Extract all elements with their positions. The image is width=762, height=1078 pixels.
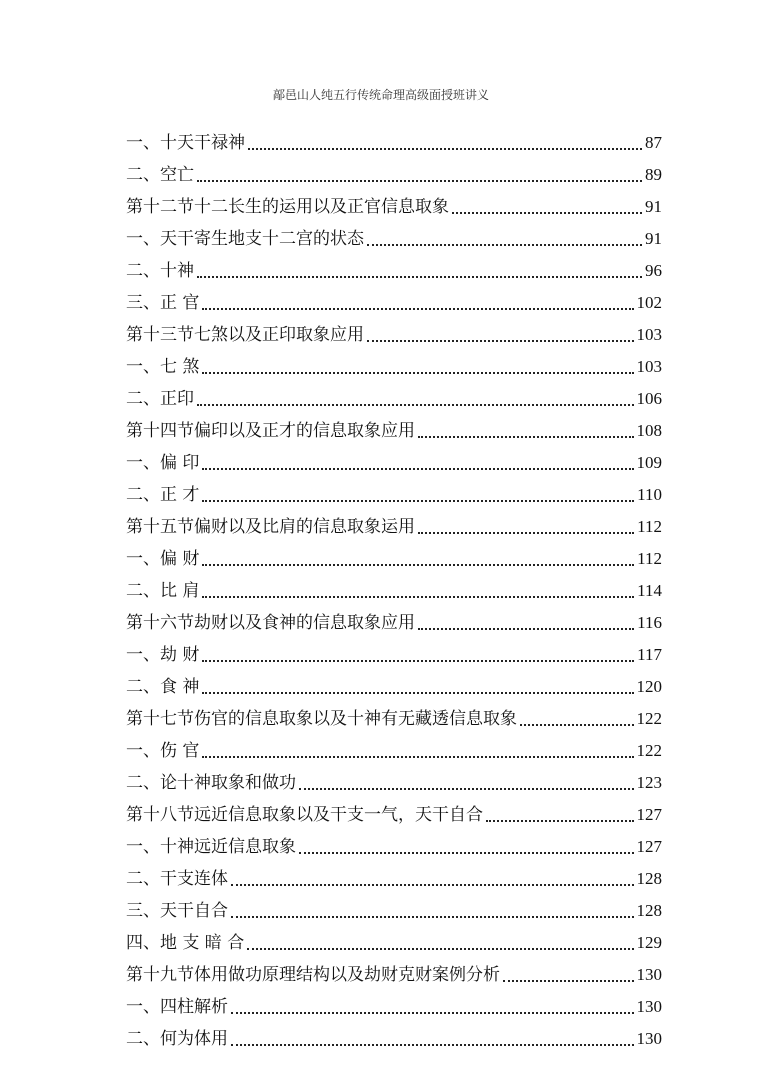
toc-entry-page: 103 [636, 357, 662, 376]
dot-leader [231, 1044, 634, 1046]
toc-entry[interactable] [126, 607, 662, 639]
dot-leader [202, 756, 633, 758]
toc-entry-page: 127 [636, 805, 662, 824]
dot-leader [202, 692, 633, 694]
dot-leader [202, 500, 634, 502]
toc-entry[interactable] [126, 927, 662, 959]
toc-entry-page: 128 [636, 901, 662, 920]
dot-leader [197, 180, 642, 182]
toc-entry[interactable] [126, 671, 662, 703]
toc-entry-page: 130 [636, 1029, 662, 1048]
dot-leader [418, 532, 634, 534]
toc-entry-label: 二、正 才 [126, 485, 200, 505]
toc-entry-page: 112 [637, 517, 662, 536]
dot-leader [248, 148, 642, 150]
toc-entry-label: 第十三节七煞以及正印取象应用 [126, 325, 364, 345]
toc-entry[interactable] [126, 287, 662, 319]
toc-entry-label: 二、何为体用 [126, 1029, 228, 1049]
toc-entry-page: 91 [645, 197, 662, 216]
toc-entry[interactable] [126, 351, 662, 383]
toc-entry-label: 二、食 神 [126, 677, 200, 697]
toc-entry[interactable] [126, 223, 662, 255]
toc-entry-page: 122 [636, 709, 662, 728]
page-header: 鄗邑山人纯五行传统命理高级面授班讲义 [272, 88, 489, 102]
toc-entry[interactable] [126, 767, 662, 799]
toc-entry-label: 三、天干自合 [126, 901, 228, 921]
toc-entry[interactable] [126, 991, 662, 1023]
toc-entry-label: 二、论十神取象和做功 [126, 773, 296, 793]
toc-entry-page: 128 [636, 869, 662, 888]
toc-entry-page: 130 [636, 997, 662, 1016]
toc-entry-label: 第十五节偏财以及比肩的信息取象运用 [126, 517, 415, 537]
toc-entry-label: 一、七 煞 [126, 357, 200, 377]
toc-entry-page: 112 [637, 549, 662, 568]
toc-entry-label: 一、十神远近信息取象 [126, 837, 296, 857]
table-of-contents [126, 127, 662, 1055]
toc-entry[interactable] [126, 511, 662, 543]
dot-leader [367, 244, 642, 246]
toc-entry-page: 117 [637, 645, 662, 664]
dot-leader [503, 980, 634, 982]
toc-entry-label: 二、干支连体 [126, 869, 228, 889]
toc-entry-page: 123 [636, 773, 662, 792]
toc-entry[interactable] [126, 191, 662, 223]
toc-entry-page: 89 [645, 165, 662, 184]
toc-entry-page: 114 [637, 581, 662, 600]
toc-entry-page: 127 [636, 837, 662, 856]
toc-entry-label: 一、天干寄生地支十二宫的状态 [126, 229, 364, 249]
toc-entry-label: 二、十神 [126, 261, 194, 281]
toc-entry[interactable] [126, 895, 662, 927]
toc-entry[interactable] [126, 255, 662, 287]
dot-leader [520, 724, 634, 726]
toc-entry-label: 第十二节十二长生的运用以及正官信息取象 [126, 197, 449, 217]
dot-leader [202, 372, 633, 374]
dot-leader [299, 788, 634, 790]
dot-leader [231, 916, 634, 918]
toc-entry-page: 130 [636, 965, 662, 984]
toc-entry-page: 129 [636, 933, 662, 952]
dot-leader [367, 340, 634, 342]
toc-entry-label: 一、十天干禄神 [126, 133, 245, 153]
toc-entry-label: 第十六节劫财以及食神的信息取象应用 [126, 613, 415, 633]
toc-entry-page: 102 [636, 293, 662, 312]
toc-entry[interactable] [126, 1023, 662, 1055]
toc-entry[interactable] [126, 799, 662, 831]
toc-entry-page: 109 [636, 453, 662, 472]
toc-entry-label: 四、地 支 暗 合 [126, 933, 245, 953]
toc-entry[interactable] [126, 575, 662, 607]
toc-entry-page: 103 [636, 325, 662, 344]
toc-entry[interactable] [126, 383, 662, 415]
dot-leader [418, 436, 634, 438]
toc-entry[interactable] [126, 543, 662, 575]
toc-entry[interactable] [126, 127, 662, 159]
dot-leader [486, 820, 634, 822]
toc-entry-label: 一、伤 官 [126, 741, 200, 761]
dot-leader [202, 308, 633, 310]
dot-leader [202, 468, 633, 470]
toc-entry-label: 一、四柱解析 [126, 997, 228, 1017]
toc-entry[interactable] [126, 159, 662, 191]
toc-entry[interactable] [126, 415, 662, 447]
toc-entry[interactable] [126, 319, 662, 351]
dot-leader [299, 852, 634, 854]
toc-entry-page: 110 [637, 485, 662, 504]
toc-entry-page: 106 [636, 389, 662, 408]
toc-entry[interactable] [126, 863, 662, 895]
toc-entry-label: 第十八节远近信息取象以及干支一气，天干自合 [126, 805, 483, 825]
toc-entry-label: 三、正 官 [126, 293, 200, 313]
toc-entry-label: 一、偏 财 [126, 549, 200, 569]
toc-entry[interactable] [126, 831, 662, 863]
toc-entry-page: 91 [645, 229, 662, 248]
toc-entry-label: 二、比 肩 [126, 581, 200, 601]
dot-leader [197, 404, 634, 406]
toc-entry[interactable] [126, 735, 662, 767]
dot-leader [202, 564, 634, 566]
toc-entry[interactable] [126, 639, 662, 671]
toc-entry-label: 第十九节体用做功原理结构以及劫财克财案例分析 [126, 965, 500, 985]
dot-leader [418, 628, 634, 630]
dot-leader [231, 1012, 634, 1014]
toc-entry-page: 116 [637, 613, 662, 632]
toc-entry-page: 120 [636, 677, 662, 696]
toc-entry-label: 第十四节偏印以及正才的信息取象应用 [126, 421, 415, 441]
toc-entry-label: 第十七节伤官的信息取象以及十神有无藏透信息取象 [126, 709, 517, 729]
toc-entry-page: 122 [636, 741, 662, 760]
toc-entry[interactable] [126, 447, 662, 479]
toc-entry-label: 一、偏 印 [126, 453, 200, 473]
toc-entry-label: 二、空亡 [126, 165, 194, 185]
dot-leader [247, 948, 633, 950]
dot-leader [202, 660, 634, 662]
toc-entry[interactable] [126, 959, 662, 991]
toc-entry-page: 87 [645, 133, 662, 152]
dot-leader [197, 276, 642, 278]
dot-leader [202, 596, 634, 598]
dot-leader [452, 212, 642, 214]
toc-entry-label: 二、正印 [126, 389, 194, 409]
toc-entry-page: 108 [636, 421, 662, 440]
toc-entry[interactable] [126, 479, 662, 511]
dot-leader [231, 884, 634, 886]
toc-entry[interactable] [126, 703, 662, 735]
toc-entry-page: 96 [645, 261, 662, 280]
toc-entry-label: 一、劫 财 [126, 645, 200, 665]
